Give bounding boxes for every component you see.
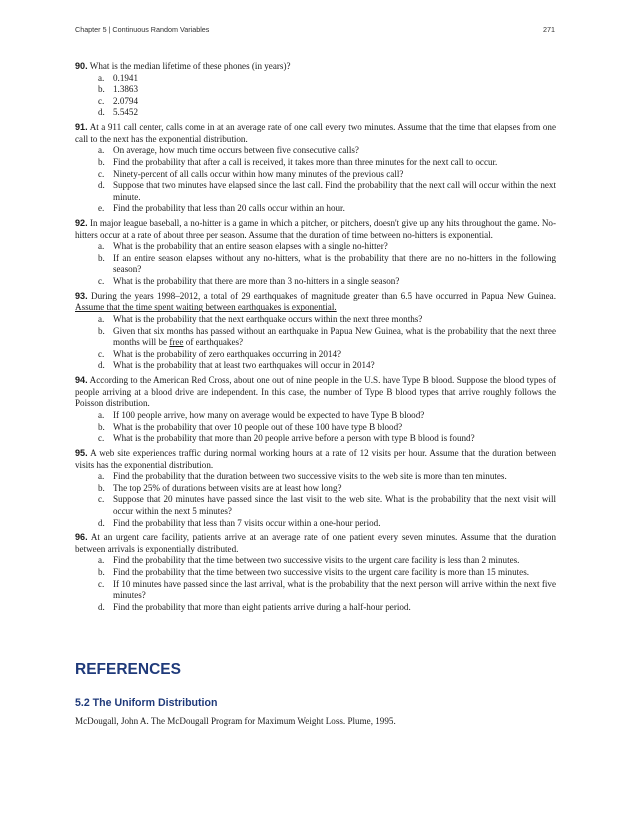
answer-choices — [75, 73, 556, 119]
item-label: a. — [98, 241, 105, 252]
underlined-word: free — [169, 337, 184, 348]
item-text: If an entire season elapses without any no-hitters, what is the probability that there are no no-hitters in the following season? — [113, 252, 556, 275]
problem-number: 96. — [75, 532, 88, 543]
list-item — [75, 360, 556, 372]
list-item — [75, 96, 556, 108]
problem-text: A web site experiences traffic during normal working hours at a rate of 12 visits per hour. Assume that the duration between visits has the exponential distribution. — [75, 447, 556, 470]
item-label: c. — [98, 168, 105, 179]
problem-stem — [75, 448, 556, 471]
problem-text: During the years 1998–2012, a total of 29 earthquakes of magnitude greater than 6.5 have occurred in Papua New Guinea. — [91, 290, 556, 301]
references-subheading: 5.2 The Uniform Distribution — [75, 697, 218, 709]
item-label: d. — [98, 601, 105, 612]
item-text: Given that six months has passed without an earthquake in Papua New Guinea, what is the probability that the next three months will be — [113, 325, 556, 348]
item-text: Suppose that 20 minutes have passed since the last visit to the web site. What is the probability that the next visit will occur within the next 5 minutes? — [113, 494, 556, 516]
list-item — [75, 157, 556, 169]
list-item — [75, 567, 556, 579]
item-text: If 10 minutes have passed since the last arrival, what is the probability that the next person will arrive within the next five minutes? — [113, 578, 556, 601]
problem-stem — [75, 291, 556, 314]
sub-questions — [75, 471, 556, 529]
item-text: 5.5452 — [113, 107, 139, 118]
references-heading: REFERENCES — [75, 661, 181, 678]
list-item — [75, 203, 556, 215]
item-label: c. — [98, 95, 105, 106]
item-label: a. — [98, 72, 105, 83]
list-item — [75, 602, 556, 614]
item-text: 1.3863 — [113, 84, 139, 95]
sub-questions — [75, 314, 556, 372]
list-item — [75, 314, 556, 326]
item-text: Suppose that two minutes have elapsed since the last call. Find the probability that the next call will occur within the next minute. — [113, 180, 556, 202]
item-text: 2.0794 — [113, 95, 139, 106]
problem-number: 92. — [75, 218, 88, 229]
list-item — [75, 107, 556, 119]
item-text: Ninety-percent of all calls occur within how many minutes of the previous call? — [113, 168, 404, 179]
problem-number: 90. — [75, 61, 88, 71]
item-text-end: of earthquakes? — [185, 337, 244, 348]
item-text: What is the probability that over 10 people out of these 100 have type B blood? — [113, 421, 403, 432]
item-text: If 100 people arrive, how many on average would be expected to have Type B blood? — [113, 409, 425, 420]
page-header — [75, 25, 555, 37]
list-item — [75, 579, 556, 602]
item-label: d. — [98, 517, 105, 528]
list-item — [75, 180, 556, 203]
problem-text: At a 911 call center, calls come in at an average rate of one call every two minutes. Assume that the time that elapses from one call to the next has the exponential distribution. — [75, 122, 556, 144]
item-text: Find the probability that less than 20 calls occur within an hour. — [113, 203, 345, 214]
item-label: d. — [98, 360, 105, 371]
item-text: Find the probability that less than 7 visits occur within a one-hour period. — [113, 517, 381, 528]
item-text: What is the probability of zero earthquakes occurring in 2014? — [113, 348, 342, 359]
problem-number: 95. — [75, 447, 88, 458]
problem-text: What is the median lifetime of these phones (in years)? — [89, 61, 291, 71]
item-label: e. — [98, 203, 105, 214]
item-label: c. — [98, 578, 105, 589]
sub-questions — [75, 410, 556, 445]
problem-text: In major league baseball, a no-hitter is a game in which a pitcher, or pitchers, doesn't give up any hits throughout the game. No-hitters occur at a rate of about three per season. Assume that the duration of time between no-hitters is exponential. — [75, 218, 557, 240]
list-item — [75, 518, 556, 530]
item-text: The top 25% of durations between visits are at least how long? — [113, 482, 342, 493]
item-label: d. — [98, 107, 105, 118]
exercise-list — [75, 61, 556, 617]
problem-91 — [75, 122, 556, 215]
problem-number: 94. — [75, 375, 88, 386]
problem-number: 91. — [75, 122, 88, 133]
list-item — [75, 326, 556, 349]
list-item — [75, 253, 556, 276]
problem-92 — [75, 218, 556, 288]
underlined-assumption: Assume that the time spent waiting between earthquakes is exponential. — [75, 302, 337, 313]
item-label: b. — [98, 84, 105, 95]
list-item — [75, 555, 556, 567]
sub-questions — [75, 241, 556, 287]
item-text: What is the probability that more than 20 people arrive before a person with type B blood is found? — [113, 433, 475, 444]
list-item — [75, 471, 556, 483]
item-text: Find the probability that more than eight patients arrive during a half-hour period. — [113, 601, 411, 612]
item-text: What is the probability that an entire season elapses with a single no-hitter? — [113, 241, 388, 252]
problem-stem — [75, 218, 556, 241]
item-label: d. — [98, 180, 105, 191]
item-label: b. — [98, 156, 105, 167]
list-item — [75, 84, 556, 96]
item-label: a. — [98, 471, 105, 482]
item-label: c. — [98, 348, 105, 359]
list-item — [75, 483, 556, 495]
item-text: What is the probability that the next earthquake occurs within the next three months? — [113, 314, 423, 325]
list-item — [75, 422, 556, 434]
list-item — [75, 145, 556, 157]
item-text: Find the probability that the duration between two successive visits to the web site is more than ten minutes. — [113, 471, 507, 482]
problem-text: At an urgent care facility, patients arrive at an average rate of one patient every seven minutes. Assume that the duration between arrivals is exponentially distributed. — [75, 532, 556, 554]
item-label: a. — [98, 555, 105, 566]
item-text: On average, how much time occurs between five consecutive calls? — [113, 145, 359, 156]
problem-number: 93. — [75, 290, 88, 301]
chapter-title: Chapter 5 | Continuous Random Variables — [75, 25, 210, 34]
problem-stem — [75, 532, 556, 555]
item-text: 0.1941 — [113, 72, 139, 83]
item-label: b. — [98, 482, 105, 493]
problem-95 — [75, 448, 556, 529]
item-label: b. — [98, 567, 105, 578]
item-text: Find the probability that the time between two successive visits to the urgent care facility is less than 2 minutes. — [113, 555, 520, 566]
reference-citation: McDougall, John A. The McDougall Program for Maximum Weight Loss. Plume, 1995. — [75, 716, 396, 726]
list-item — [75, 73, 556, 85]
item-label: b. — [98, 252, 105, 263]
item-text: What is the probability that there are more than 3 no-hitters in a single season? — [113, 276, 400, 287]
sub-questions — [75, 555, 556, 613]
problem-90 — [75, 61, 556, 119]
list-item — [75, 494, 556, 517]
list-item — [75, 349, 556, 361]
item-label: b. — [98, 421, 105, 432]
item-label: a. — [98, 314, 105, 325]
problem-93 — [75, 291, 556, 372]
item-text: What is the probability that at least two earthquakes will occur in 2014? — [113, 360, 375, 371]
item-label: c. — [98, 433, 105, 444]
item-text: Find the probability that the time between two successive visits to the urgent care facility is more than 15 minutes. — [113, 567, 530, 578]
item-label: c. — [98, 276, 105, 287]
list-item — [75, 241, 556, 253]
list-item — [75, 276, 556, 288]
problem-text: According to the American Red Cross, about one out of nine people in the U.S. have Type B blood. Suppose the blood types of people arriving at a blood drive are independent. In this case, the number of Type B blood types that arrive roughly follows the Poisson distribution. — [75, 375, 556, 409]
item-label: a. — [98, 145, 105, 156]
list-item — [75, 169, 556, 181]
item-text: Find the probability that after a call is received, it takes more than three minutes for the next call to occur. — [113, 156, 498, 167]
problem-stem — [75, 61, 556, 73]
problem-stem — [75, 375, 556, 410]
problem-stem — [75, 122, 556, 145]
item-label: b. — [98, 325, 105, 336]
item-label: a. — [98, 409, 105, 420]
item-label: c. — [98, 494, 105, 505]
sub-questions — [75, 145, 556, 215]
list-item — [75, 433, 556, 445]
problem-96 — [75, 532, 556, 613]
page-number: 271 — [543, 25, 555, 34]
list-item — [75, 410, 556, 422]
problem-94 — [75, 375, 556, 445]
